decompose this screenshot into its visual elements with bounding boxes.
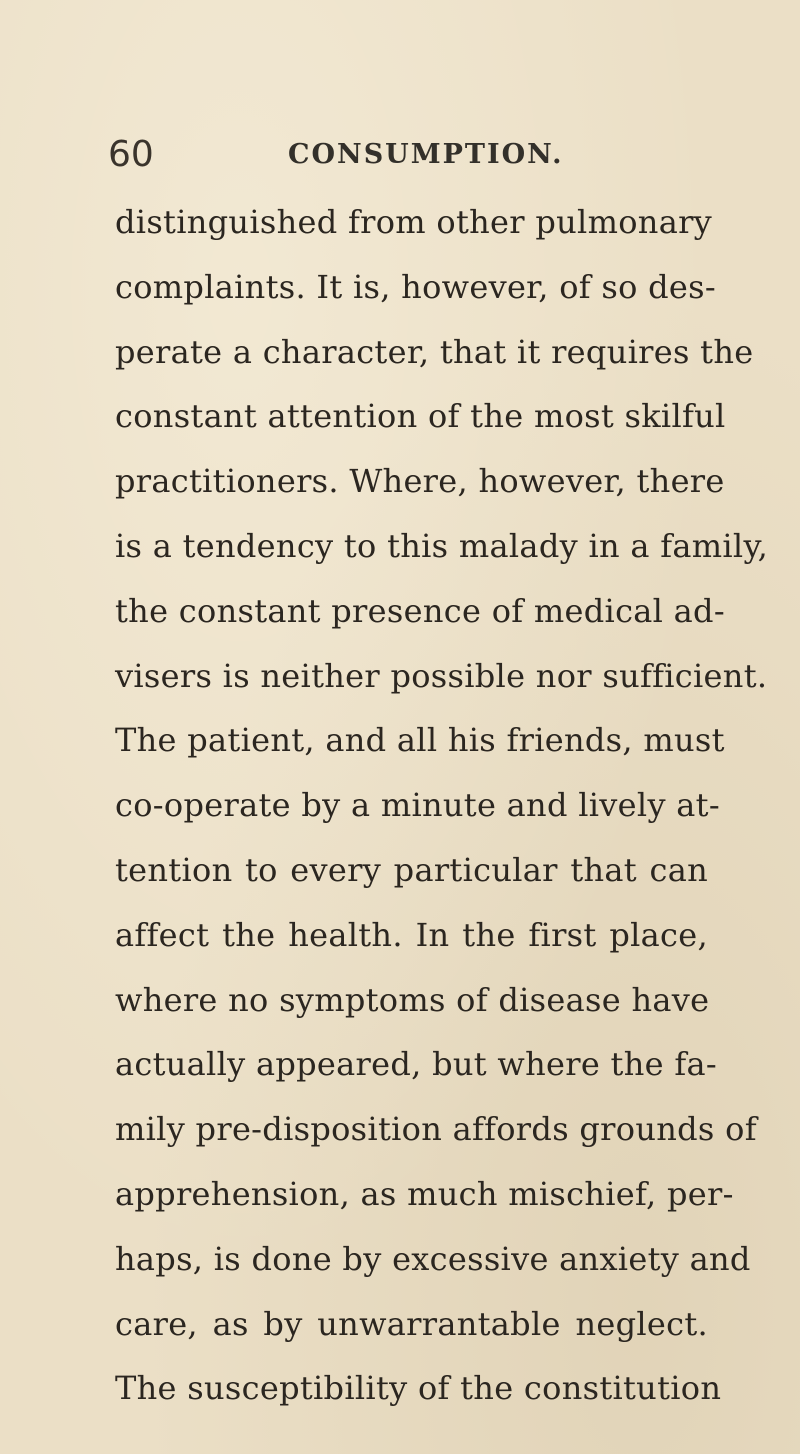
text-line: distinguished from other pulmonary <box>115 203 713 241</box>
text-line: actually appeared, but where the fa- <box>115 1045 717 1084</box>
text-line: where no symptoms of disease have <box>115 980 710 1019</box>
text-line: haps, is done by excessive anxiety and <box>115 1239 751 1278</box>
running-head: CONSUMPTION. <box>288 139 564 170</box>
text-line: complaints. It is, however, of so des- <box>115 267 717 306</box>
text-line: The patient, and all his friends, must <box>115 721 725 760</box>
text-line: care, as by unwarrantable neglect. <box>115 1304 708 1343</box>
text-line: co-operate by a minute and lively at- <box>115 786 720 825</box>
page-number: 60 <box>108 134 154 175</box>
body-text <box>115 190 769 1421</box>
text-line: mily pre-disposition affords grounds of <box>115 1110 757 1149</box>
text-line: affect the health. In the first place, <box>115 915 708 954</box>
text-line: practitioners. Where, however, there <box>115 462 725 501</box>
text-line: perate a character, that it requires the <box>115 332 754 371</box>
text-line: The susceptibility of the constitution <box>115 1369 722 1408</box>
text-line: constant attention of the most skilful <box>115 397 726 436</box>
text-line: is a tendency to this malady in a family, <box>115 526 769 565</box>
text-line: visers is neither possible nor sufficient. <box>115 656 768 695</box>
page-header <box>108 130 728 180</box>
text-line: tention to every particular that can <box>115 850 708 889</box>
text-line: the constant presence of medical ad- <box>115 591 725 630</box>
text-line: apprehension, as much mischief, per- <box>115 1174 734 1213</box>
